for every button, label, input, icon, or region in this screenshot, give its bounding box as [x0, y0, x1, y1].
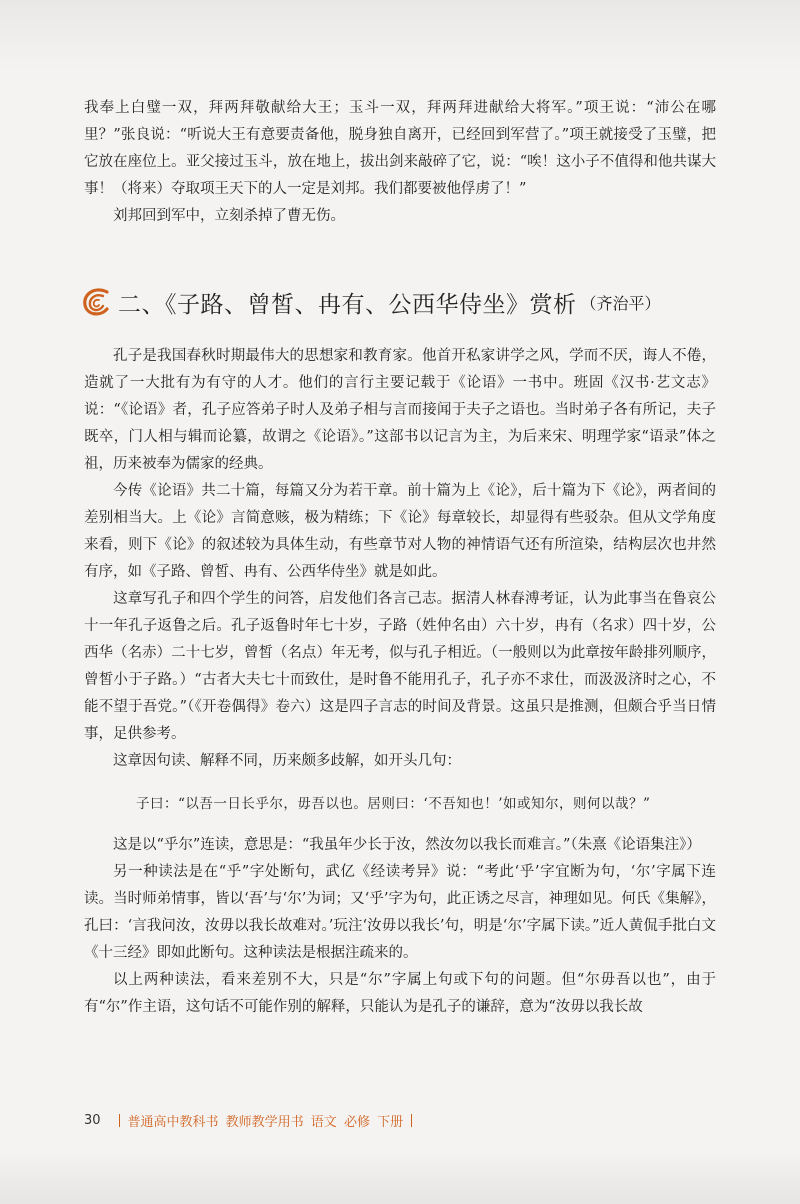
paragraph: 今传《论语》共二十篇，每篇又分为若干章。前十篇为上《论》，后十篇为下《论》，两者间的差别相当大。上《论》言简意赅，极为精练；下《论》每章较长，却显得有些驳杂。但从文学角度来看，则下《论》的叙述较为具体生动，有些章节对人物的神情语气还有所渲染，结构层次也井然有序，如《子路、曾皙、冉有、公西华侍坐》就是如此。: [84, 483, 716, 580]
paragraph: 刘邦回到军中，立刻杀掉了曹无伤。: [113, 208, 345, 224]
paragraph: 我奉上白璧一双，拜两拜敬献给大王；玉斗一双，拜两拜进献给大将军。”项王说：“沛公在哪里？”张良说：“听说大王有意要责备他，脱身独自离开，已经回到军营了。”项王就接受了玉璧，把它放在座位上。亚父接过玉斗，放在地上，拔出剑来敲碎了它，说：“唉！这小子不值得和他共谋大事！（将来）夺取项王天下的人一定是刘邦。我们都要被他俘虏了！”: [84, 100, 716, 197]
page-shade-top: [0, 0, 800, 70]
page-footer: [84, 1110, 420, 1130]
paragraph: 这是以“乎尔”连读，意思是：“我虽年少长于汝，然汝勿以我长而难言。”（朱熹《论语集注》）: [113, 837, 701, 853]
footer-divider: [411, 1114, 412, 1127]
paragraph: 这章写孔子和四个学生的问答，启发他们各言己志。据清人林春溥考证，认为此事当在鲁哀公十一年孔子返鲁之后。孔子返鲁时年七十岁，子路（姓仲名由）六十岁，冉有（名求）四十岁，公西华（名赤）二十七岁，曾皙（名点）年无考，似与孔子相近。（一般则以为此章按年龄排列顺序，曾皙小于子路。）“古者大夫七十而致仕，是时鲁不能用孔子，孔子亦不求仕，而汲汲济时之心，不能不望于吾党。”（《开卷偶得》卷六）这是四子言志的时间及背景。这虽只是推测，但颇合乎当日情事，足供参考。: [84, 591, 716, 742]
article-body: [84, 343, 716, 1021]
story-conclusion: [84, 95, 716, 230]
paragraph: 这章因句读、解释不同，历来颇多歧解，如开头几句：: [113, 753, 461, 769]
section-author: （齐治平）: [580, 293, 661, 313]
book-title: 普通高中教科书 教师教学用书 语文 必修 下册: [127, 1114, 404, 1130]
section-title: 二、《子路、曾皙、冉有、公西华侍坐》赏析: [118, 291, 577, 318]
paragraph: 以上两种读法，看来差别不大，只是“尔”字属上句或下句的问题。但“尔毋吾以也”，由于有“尔”作主语，这句话不可能作别的解释，只能认为是孔子的谦辞，意为“汝毋以我长故: [84, 972, 716, 1015]
footer-divider: [119, 1114, 120, 1127]
paragraph: 另一种读法是在“乎”字处断句，武亿《经读考异》说：“考此‘乎’字宜断为句，‘尔’字属下连读。当时师弟情事，皆以‘吾’与‘尔’为词；又‘乎’字为句，此正诱之尽言，神理如见。何氏《集解》，孔曰：‘言我问汝，汝毋以我长故难对。’玩注‘汝毋以我长’句，明是‘尔’字属下读。”近人黄侃手批白文《十三经》即如此断句。这种读法是根据注疏来的。: [84, 864, 716, 961]
classical-quote: 子曰：“以吾一日长乎尔，毋吾以也。居则曰：‘不吾知也！’如或知尔，则何以哉？”: [136, 796, 651, 812]
page-number: 30: [84, 1112, 101, 1128]
page-shade-bottom: [0, 1150, 800, 1204]
paragraph: 孔子是我国春秋时期最伟大的思想家和教育家。他首开私家讲学之风，学而不厌，诲人不倦，造就了一大批有为有守的人才。他们的言行主要记载于《论语》一书中。班固《汉书·艺文志》说：“《论语》者，孔子应答弟子时人及弟子相与言而接闻于夫子之语也。当时弟子各有所记，夫子既卒，门人相与辑而论纂，故谓之《论语》。”这部书以记言为主，为后来宋、明理学家“语录”体之祖，历来被奉为儒家的经典。: [84, 348, 716, 472]
section-heading: [80, 282, 720, 322]
swirl-icon: [80, 285, 114, 319]
